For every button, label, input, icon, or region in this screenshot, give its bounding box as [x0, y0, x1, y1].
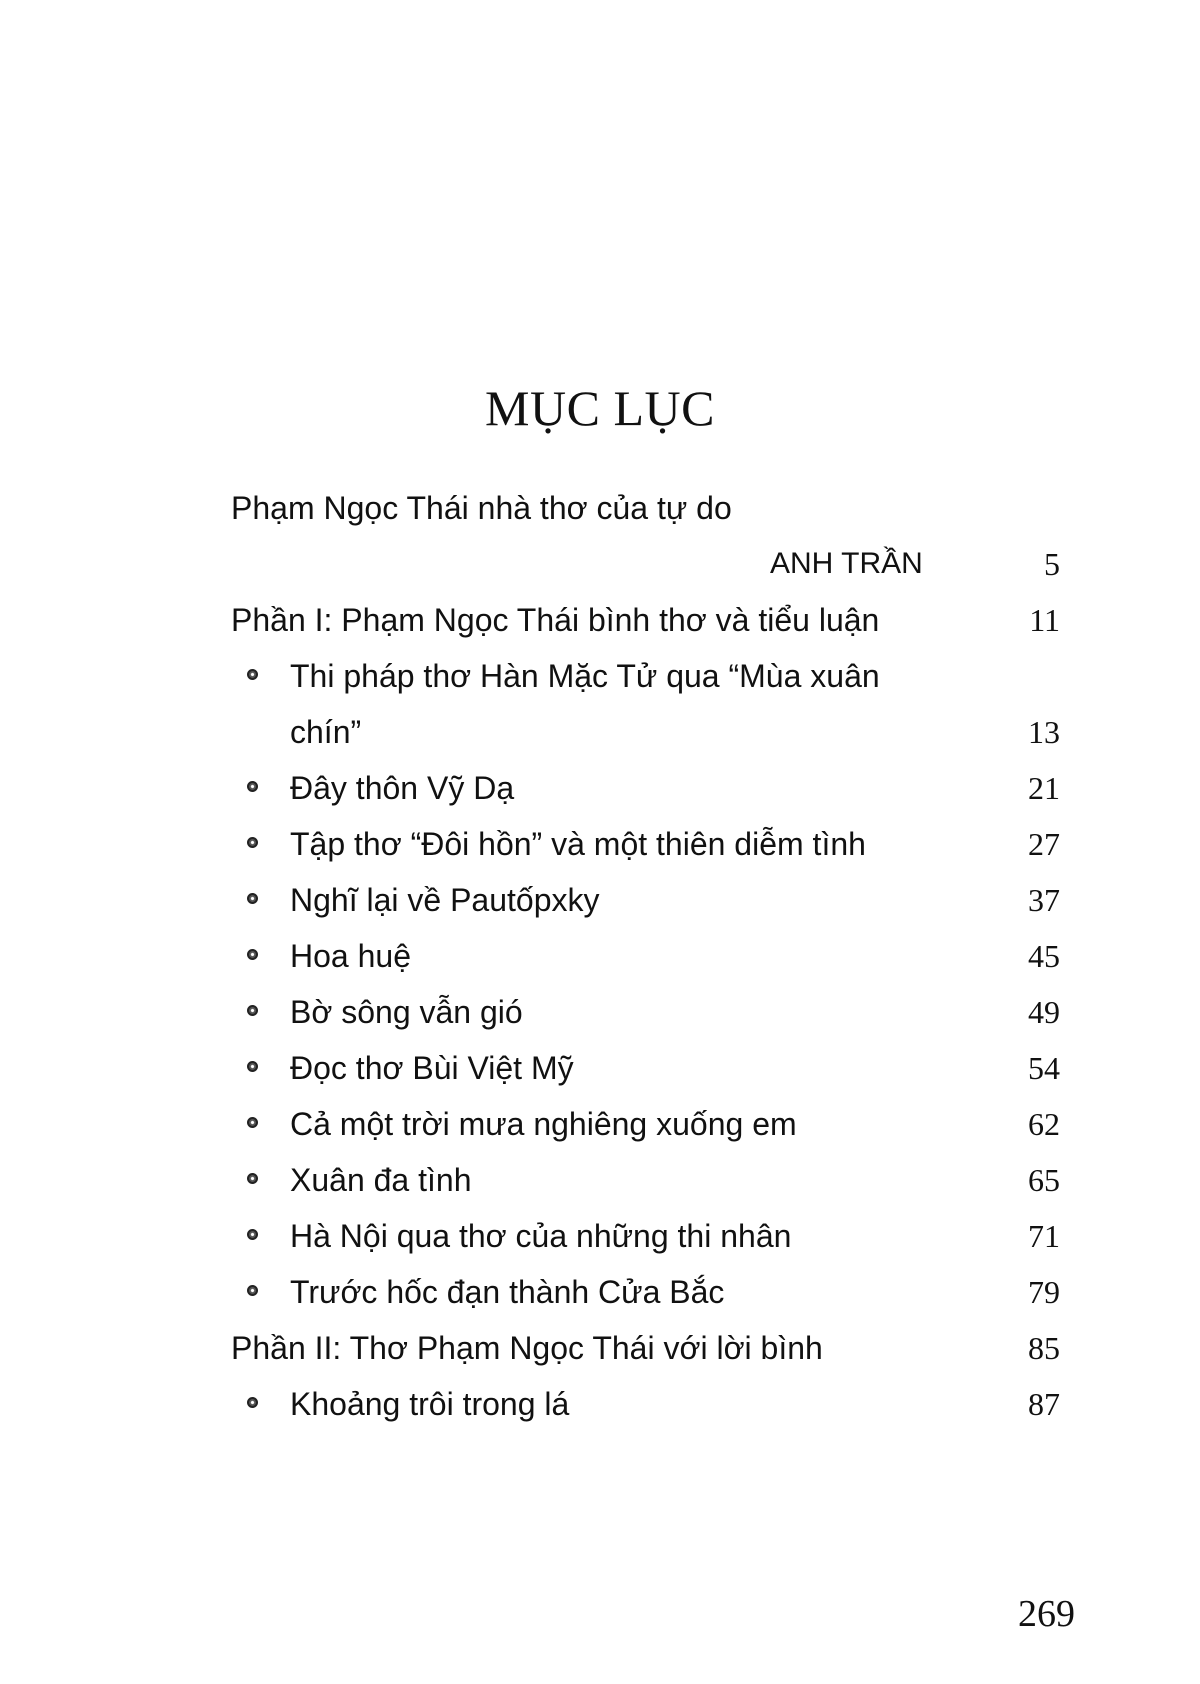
toc-entry-author: ANH TRẦN	[770, 547, 923, 580]
bullet-icon	[247, 837, 258, 848]
toc-item-page: 71	[1028, 1218, 1060, 1254]
toc-item-title: Bờ sông vẫn gió	[290, 994, 523, 1030]
toc-item-page: 79	[1028, 1274, 1060, 1310]
bullet-icon	[247, 781, 258, 792]
toc-item	[0, 878, 1200, 922]
toc-item-title: Cả một trời mưa nghiêng xuống em	[290, 1106, 797, 1142]
toc-item	[0, 1046, 1200, 1090]
toc-item-title: Hà Nội qua thơ của những thi nhân	[290, 1218, 792, 1254]
bullet-icon	[247, 1173, 258, 1184]
toc-item-page: 87	[1028, 1386, 1060, 1422]
toc-section-part2	[0, 1326, 1200, 1370]
toc-item-title: Trước hốc đạn thành Cửa Bắc	[290, 1274, 725, 1310]
toc-section-title: Phần I: Phạm Ngọc Thái bình thơ và tiểu luận	[231, 602, 880, 638]
bullet-icon	[247, 669, 258, 680]
bullet-icon	[247, 1397, 258, 1408]
toc-item-page: 49	[1028, 994, 1060, 1030]
toc-item-page: 13	[1028, 714, 1060, 750]
bullet-icon	[247, 1005, 258, 1016]
page-title: MỤC LỤC	[485, 380, 715, 436]
toc-item-page: 21	[1028, 770, 1060, 806]
toc-item-title: Đọc thơ Bùi Việt Mỹ	[290, 1050, 574, 1086]
toc-item-continuation	[0, 710, 1200, 754]
toc-item-page: 27	[1028, 826, 1060, 862]
toc-item	[0, 990, 1200, 1034]
bullet-icon	[247, 1061, 258, 1072]
toc-section-part1	[0, 598, 1200, 642]
toc-item-title: Tập thơ “Đôi hồn” và một thiên diễm tình	[290, 826, 866, 862]
toc-section-page: 85	[1028, 1330, 1060, 1366]
page-number: 269	[1018, 1593, 1075, 1635]
toc-item	[0, 822, 1200, 866]
toc-item	[0, 654, 1200, 698]
toc-item-page: 37	[1028, 882, 1060, 918]
toc-item	[0, 766, 1200, 810]
bullet-icon	[247, 949, 258, 960]
toc-item	[0, 1102, 1200, 1146]
toc-item-title: Thi pháp thơ Hàn Mặc Tử qua “Mùa xuân	[290, 658, 880, 694]
toc-item-title-continued: chín”	[290, 714, 362, 750]
toc-entry-page: 5	[1044, 546, 1060, 582]
toc-item-title: Hoa huệ	[290, 938, 411, 974]
toc-item-title: Xuân đa tình	[290, 1162, 472, 1198]
toc-section-title: Phần II: Thơ Phạm Ngọc Thái với lời bình	[231, 1330, 823, 1366]
bullet-icon	[247, 1229, 258, 1240]
toc-section-page: 11	[1029, 602, 1060, 638]
toc-item	[0, 1270, 1200, 1314]
toc-entry-intro-author-line	[0, 542, 1200, 586]
toc-item	[0, 1214, 1200, 1258]
toc-item-page: 62	[1028, 1106, 1060, 1142]
toc-item-title: Khoảng trôi trong lá	[290, 1386, 570, 1422]
toc-item-page: 65	[1028, 1162, 1060, 1198]
toc-item-title: Nghĩ lại về Pautốpxky	[290, 882, 600, 918]
toc-item-title: Đây thôn Vỹ Dạ	[290, 770, 515, 806]
bullet-icon	[247, 1117, 258, 1128]
toc-entry-title: Phạm Ngọc Thái nhà thơ của tự do	[231, 490, 732, 526]
toc-item	[0, 934, 1200, 978]
toc-item	[0, 1382, 1200, 1426]
bullet-icon	[247, 893, 258, 904]
bullet-icon	[247, 1285, 258, 1296]
toc-item	[0, 1158, 1200, 1202]
toc-item-page: 54	[1028, 1050, 1060, 1086]
toc-item-page: 45	[1028, 938, 1060, 974]
toc-entry-intro	[0, 486, 1200, 530]
